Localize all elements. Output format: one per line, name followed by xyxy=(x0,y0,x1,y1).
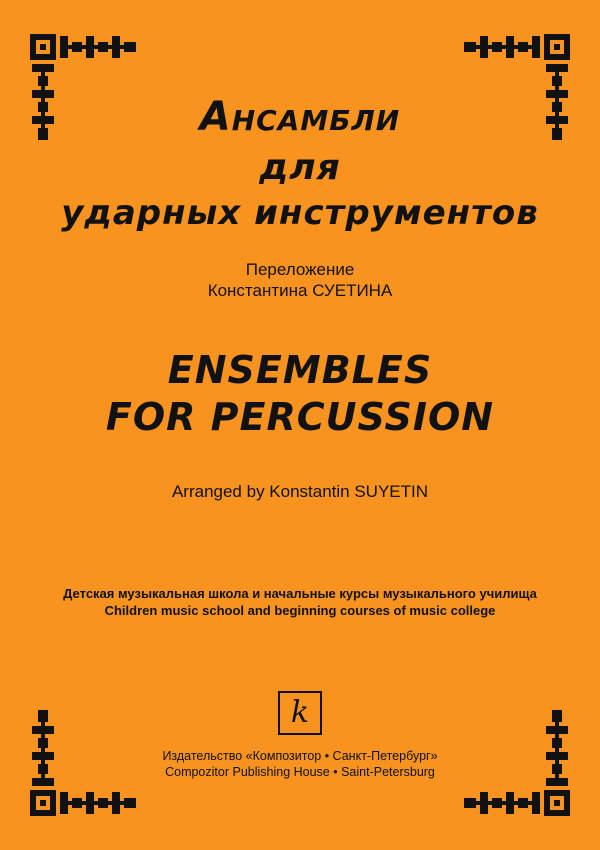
title-ru-line-1: Ансамбли xyxy=(199,94,401,140)
publisher-logo-icon xyxy=(278,691,322,735)
level-ru: Детская музыкальная школа и начальные курсы музыкального училища xyxy=(63,586,537,601)
title-ru-line-3: ударных инструментов xyxy=(61,193,539,233)
publisher-en: Compozitor Publishing House • Saint-Petersburg xyxy=(165,765,435,779)
arrangement-en: Arranged by Konstantin SUYETIN xyxy=(171,482,429,501)
arrangement-ru-line-1: Переложение xyxy=(245,260,355,279)
title-en-line-1: ENSEMBLES xyxy=(167,348,433,392)
publisher-ru: Издательство «Композитор • Санкт-Петербург» xyxy=(162,749,438,763)
title-en-line-2: FOR PERCUSSION xyxy=(105,395,495,439)
title-ru-line-2: для xyxy=(259,147,341,188)
publisher-logo-letter: k xyxy=(290,695,310,730)
arrangement-ru-line-2: Константина СУЕТИНА xyxy=(207,281,393,300)
level-en: Children music school and beginning courses of music college xyxy=(104,603,496,618)
